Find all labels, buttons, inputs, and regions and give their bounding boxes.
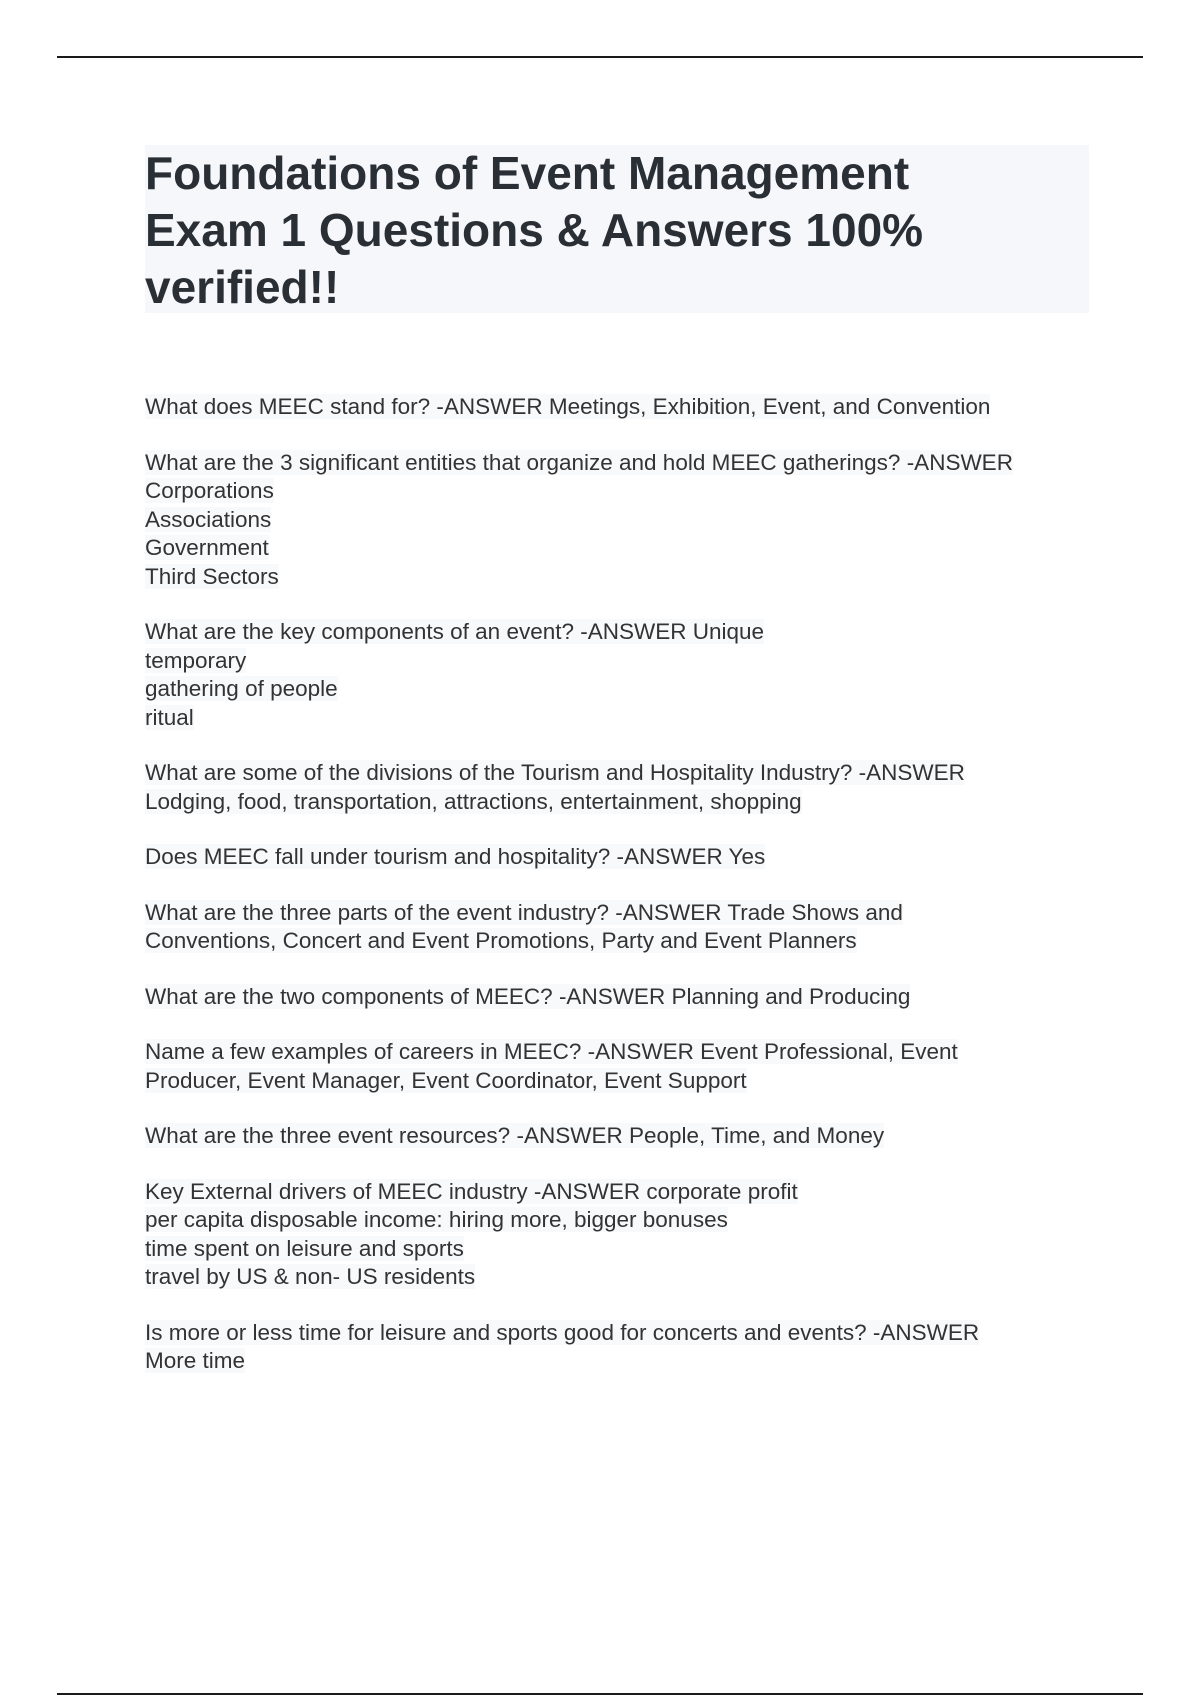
qa-line: Producer, Event Manager, Event Coordinator, Event Support <box>145 1067 747 1093</box>
qa-item <box>145 618 1145 732</box>
qa-line: What does MEEC stand for? -ANSWER Meetings, Exhibition, Event, and Convention <box>145 394 991 419</box>
bottom-rule <box>57 1693 1143 1695</box>
qa-line: What are the three parts of the event industry? -ANSWER Trade Shows and <box>145 899 903 925</box>
qa-line: What are the 3 significant entities that organize and hold MEEC gatherings? -ANSWER <box>145 449 1013 475</box>
qa-item <box>145 1178 1145 1292</box>
qa-line: Is more or less time for leisure and sports good for concerts and events? -ANSWER <box>145 1319 980 1345</box>
qa-item <box>145 1038 1145 1095</box>
qa-line: gathering of people <box>145 676 338 701</box>
qa-line: Name a few examples of careers in MEEC? -ANSWER Event Professional, Event <box>145 1039 958 1064</box>
document-title <box>145 145 1089 316</box>
qa-item <box>145 449 1145 592</box>
qa-item <box>145 899 1145 956</box>
qa-line: Corporations <box>145 478 274 503</box>
qa-line: per capita disposable income: hiring more, bigger bonuses <box>145 1207 728 1232</box>
qa-line: What are the two components of MEEC? -ANSWER Planning and Producing <box>145 983 911 1009</box>
qa-item <box>145 983 1145 1012</box>
qa-line: time spent on leisure and sports <box>145 1235 464 1261</box>
title-line: verified!! <box>145 261 340 313</box>
qa-item <box>145 393 1145 422</box>
qa-line: travel by US & non- US residents <box>145 1264 476 1289</box>
title-line: Foundations of Event Management <box>145 147 910 199</box>
qa-line: Lodging, food, transportation, attractions, entertainment, shopping <box>145 788 802 814</box>
qa-list <box>145 393 1145 1403</box>
qa-line: What are some of the divisions of the Tourism and Hospitality Industry? -ANSWER <box>145 760 965 785</box>
qa-line: ritual <box>145 704 194 730</box>
top-rule <box>57 56 1143 58</box>
qa-item <box>145 1122 1145 1151</box>
title-block <box>145 145 1089 313</box>
title-line: Exam 1 Questions & Answers 100% <box>145 204 924 256</box>
qa-line: Government <box>145 535 269 560</box>
qa-item <box>145 843 1145 872</box>
qa-item <box>145 759 1145 816</box>
qa-line: More time <box>145 1348 246 1373</box>
qa-line: What are the three event resources? -ANSWER People, Time, and Money <box>145 1123 885 1148</box>
qa-line: Conventions, Concert and Event Promotions, Party and Event Planners <box>145 928 857 953</box>
qa-line: Does MEEC fall under tourism and hospitality? -ANSWER Yes <box>145 844 766 869</box>
qa-line: Associations <box>145 506 272 532</box>
qa-line: Third Sectors <box>145 563 279 589</box>
qa-line: What are the key components of an event? -ANSWER Unique <box>145 619 765 644</box>
qa-line: temporary <box>145 647 247 673</box>
qa-line: Key External drivers of MEEC industry -ANSWER corporate profit <box>145 1178 798 1204</box>
qa-item <box>145 1319 1145 1376</box>
